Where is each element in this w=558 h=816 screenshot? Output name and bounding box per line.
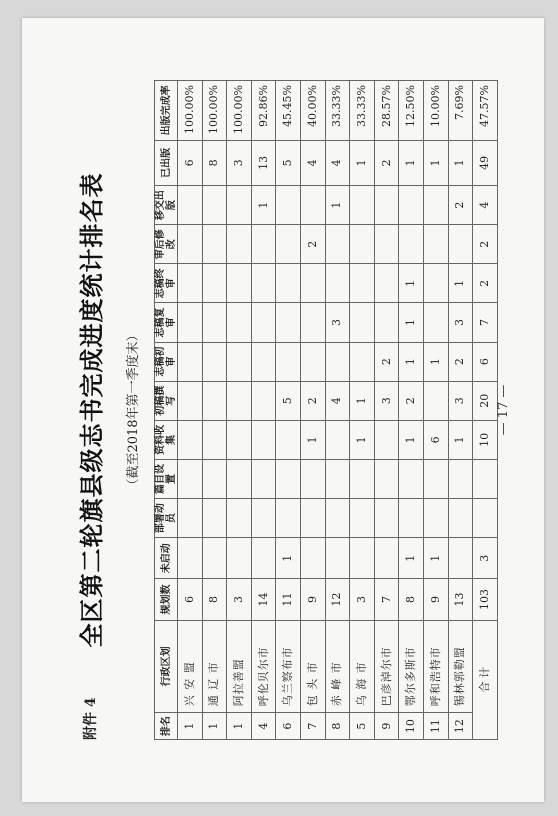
value-cell <box>374 303 399 342</box>
value-cell <box>178 264 203 303</box>
value-cell <box>448 459 473 498</box>
total-value-cell: 2 <box>473 264 498 303</box>
value-cell: 4 <box>301 140 326 185</box>
column-header: 规划数 <box>155 579 178 620</box>
region-name-cell: 阿拉善盟 <box>227 620 252 713</box>
region-name-cell: 锡林郭勒盟 <box>448 620 473 713</box>
region-name-cell: 乌兰察布市 <box>276 620 301 713</box>
value-cell <box>276 186 301 225</box>
value-cell: 14 <box>251 579 276 620</box>
value-cell: 5 <box>276 381 301 420</box>
value-cell: 92.86% <box>251 81 276 141</box>
value-cell <box>251 225 276 264</box>
value-cell <box>178 186 203 225</box>
total-value-cell: 47.57% <box>473 81 498 141</box>
region-name-cell: 鄂尔多斯市 <box>399 620 424 713</box>
value-cell: 2 <box>448 342 473 381</box>
column-header: 出版完成率 <box>155 81 178 141</box>
value-cell <box>202 499 227 538</box>
total-value-cell: 4 <box>473 186 498 225</box>
value-cell: 1 <box>399 538 424 579</box>
value-cell <box>350 459 375 498</box>
total-value-cell: 49 <box>473 140 498 185</box>
value-cell <box>374 186 399 225</box>
value-cell <box>178 342 203 381</box>
value-cell: 1 <box>424 538 449 579</box>
value-cell <box>374 459 399 498</box>
value-cell <box>276 225 301 264</box>
total-value-cell <box>473 459 498 498</box>
rank-cell: 1 <box>178 713 203 740</box>
value-cell: 2 <box>374 140 399 185</box>
value-cell: 1 <box>325 186 350 225</box>
value-cell <box>424 499 449 538</box>
value-cell: 1 <box>399 264 424 303</box>
value-cell <box>350 225 375 264</box>
value-cell: 2 <box>301 381 326 420</box>
value-cell <box>202 420 227 459</box>
value-cell: 1 <box>350 381 375 420</box>
total-value-cell: 10 <box>473 420 498 459</box>
value-cell: 9 <box>424 579 449 620</box>
value-cell <box>424 303 449 342</box>
value-cell <box>227 381 252 420</box>
value-cell <box>374 420 399 459</box>
value-cell <box>325 420 350 459</box>
total-value-cell <box>473 499 498 538</box>
column-header: 篇目设置 <box>155 459 178 498</box>
value-cell: 3 <box>350 579 375 620</box>
value-cell <box>202 459 227 498</box>
rank-cell: 1 <box>202 713 227 740</box>
table-row <box>448 81 473 740</box>
value-cell: 11 <box>276 579 301 620</box>
value-cell <box>374 499 399 538</box>
table-row <box>276 81 301 740</box>
value-cell <box>301 538 326 579</box>
value-cell: 13 <box>251 140 276 185</box>
value-cell <box>178 225 203 264</box>
value-cell <box>178 499 203 538</box>
column-header: 资料收集 <box>155 420 178 459</box>
value-cell <box>202 225 227 264</box>
value-cell: 3 <box>374 381 399 420</box>
rank-cell: 9 <box>374 713 399 740</box>
column-header: 志稿终审 <box>155 264 178 303</box>
value-cell: 45.45% <box>276 81 301 141</box>
value-cell <box>301 264 326 303</box>
value-cell: 9 <box>301 579 326 620</box>
value-cell: 8 <box>202 140 227 185</box>
value-cell <box>350 186 375 225</box>
value-cell: 28.57% <box>374 81 399 141</box>
value-cell: 5 <box>276 140 301 185</box>
value-cell: 100.00% <box>227 81 252 141</box>
value-cell: 1 <box>399 140 424 185</box>
total-value-cell: 6 <box>473 342 498 381</box>
region-name-cell: 呼和浩特市 <box>424 620 449 713</box>
rank-cell: 6 <box>276 713 301 740</box>
value-cell <box>399 186 424 225</box>
value-cell: 1 <box>448 140 473 185</box>
value-cell <box>178 381 203 420</box>
document-title: 全区第二轮旗县级志书完成进度统计排名表 <box>77 172 106 648</box>
value-cell <box>350 342 375 381</box>
value-cell <box>251 538 276 579</box>
value-cell <box>178 303 203 342</box>
value-cell <box>202 381 227 420</box>
value-cell <box>301 499 326 538</box>
value-cell: 33.33% <box>325 81 350 141</box>
table-row <box>227 81 252 740</box>
total-value-cell: 20 <box>473 381 498 420</box>
value-cell: 100.00% <box>202 81 227 141</box>
value-cell: 2 <box>301 225 326 264</box>
value-cell <box>276 303 301 342</box>
column-header: 未启动 <box>155 538 178 579</box>
value-cell: 10.00% <box>424 81 449 141</box>
total-value-cell: 7 <box>473 303 498 342</box>
region-name-cell: 呼伦贝尔市 <box>251 620 276 713</box>
column-header: 志稿初审 <box>155 342 178 381</box>
value-cell <box>424 459 449 498</box>
value-cell <box>178 459 203 498</box>
value-cell: 12.50% <box>399 81 424 141</box>
value-cell: 4 <box>325 381 350 420</box>
value-cell <box>350 538 375 579</box>
value-cell <box>350 264 375 303</box>
column-header: 部署动员 <box>155 499 178 538</box>
annex-label: 附件 4 <box>83 697 99 740</box>
value-cell: 12 <box>325 579 350 620</box>
value-cell <box>350 499 375 538</box>
value-cell <box>325 499 350 538</box>
value-cell <box>227 303 252 342</box>
value-cell <box>227 264 252 303</box>
value-cell: 1 <box>276 538 301 579</box>
table-row <box>350 81 375 740</box>
value-cell <box>424 381 449 420</box>
total-value-cell: 103 <box>473 579 498 620</box>
value-cell: 1 <box>448 420 473 459</box>
rotated-content <box>22 18 544 802</box>
value-cell <box>227 186 252 225</box>
value-cell <box>276 264 301 303</box>
value-cell <box>227 538 252 579</box>
region-name-cell: 兴 安 盟 <box>178 620 203 713</box>
value-cell <box>251 499 276 538</box>
value-cell <box>325 342 350 381</box>
value-cell: 4 <box>325 140 350 185</box>
value-cell: 1 <box>301 420 326 459</box>
value-cell: 8 <box>399 579 424 620</box>
value-cell: 1 <box>399 303 424 342</box>
document-page <box>22 18 544 802</box>
table-row <box>325 81 350 740</box>
value-cell <box>448 225 473 264</box>
value-cell: 3 <box>227 140 252 185</box>
value-cell <box>325 538 350 579</box>
column-header: 已出版 <box>155 140 178 185</box>
value-cell: 2 <box>399 381 424 420</box>
column-header: 移交出版 <box>155 186 178 225</box>
value-cell <box>227 499 252 538</box>
value-cell <box>251 303 276 342</box>
value-cell: 7 <box>374 579 399 620</box>
rank-cell: 1 <box>227 713 252 740</box>
table-body <box>178 81 498 740</box>
rank-cell: 10 <box>399 713 424 740</box>
value-cell <box>178 538 203 579</box>
document-subtitle: （截至2018年第一季度末） <box>126 328 141 492</box>
value-cell <box>374 225 399 264</box>
value-cell: 1 <box>424 140 449 185</box>
value-cell <box>276 342 301 381</box>
value-cell: 1 <box>251 186 276 225</box>
value-cell <box>374 538 399 579</box>
value-cell: 100.00% <box>178 81 203 141</box>
value-cell: 6 <box>178 579 203 620</box>
value-cell <box>202 342 227 381</box>
value-cell <box>227 459 252 498</box>
value-cell <box>424 225 449 264</box>
rank-cell: 8 <box>325 713 350 740</box>
value-cell: 1 <box>399 420 424 459</box>
value-cell <box>448 538 473 579</box>
value-cell <box>276 499 301 538</box>
value-cell <box>178 420 203 459</box>
total-value-cell: 2 <box>473 225 498 264</box>
value-cell <box>202 264 227 303</box>
value-cell <box>251 264 276 303</box>
value-cell <box>424 186 449 225</box>
rank-cell: 7 <box>301 713 326 740</box>
value-cell <box>276 459 301 498</box>
column-header: 审后修改 <box>155 225 178 264</box>
value-cell <box>202 186 227 225</box>
value-cell <box>399 225 424 264</box>
value-cell: 40.00% <box>301 81 326 141</box>
rank-cell: 5 <box>350 713 375 740</box>
value-cell <box>227 420 252 459</box>
value-cell <box>301 342 326 381</box>
rank-cell: 4 <box>251 713 276 740</box>
table-row <box>202 81 227 740</box>
table-row <box>301 81 326 740</box>
column-header: 排名 <box>155 713 178 740</box>
value-cell: 1 <box>399 342 424 381</box>
value-cell <box>251 342 276 381</box>
value-cell <box>325 225 350 264</box>
value-cell <box>325 264 350 303</box>
table-row <box>424 81 449 740</box>
value-cell: 6 <box>424 420 449 459</box>
value-cell <box>251 381 276 420</box>
rank-cell: 12 <box>448 713 473 740</box>
value-cell <box>202 303 227 342</box>
value-cell: 1 <box>350 420 375 459</box>
total-value-cell: 3 <box>473 538 498 579</box>
column-header: 初稿撰写 <box>155 381 178 420</box>
value-cell <box>301 303 326 342</box>
region-name-cell: 巴彦淖尔市 <box>374 620 399 713</box>
region-name-cell: 乌 海 市 <box>350 620 375 713</box>
value-cell <box>399 459 424 498</box>
value-cell <box>251 459 276 498</box>
table-row <box>399 81 424 740</box>
value-cell: 3 <box>448 303 473 342</box>
value-cell <box>424 264 449 303</box>
value-cell: 1 <box>424 342 449 381</box>
value-cell <box>202 538 227 579</box>
value-cell: 1 <box>350 140 375 185</box>
total-row <box>473 81 498 740</box>
column-header: 志稿复审 <box>155 303 178 342</box>
ranking-table <box>154 80 498 740</box>
region-name-cell: 包 头 市 <box>301 620 326 713</box>
region-name-cell: 赤 峰 市 <box>325 620 350 713</box>
region-name-cell: 通 辽 市 <box>202 620 227 713</box>
value-cell: 3 <box>448 381 473 420</box>
page-number: — 17 — <box>496 384 511 436</box>
value-cell: 8 <box>202 579 227 620</box>
total-label: 合 计 <box>473 620 498 739</box>
value-cell: 13 <box>448 579 473 620</box>
value-cell <box>399 499 424 538</box>
value-cell <box>227 225 252 264</box>
value-cell: 33.33% <box>350 81 375 141</box>
value-cell <box>325 459 350 498</box>
value-cell: 1 <box>448 264 473 303</box>
value-cell <box>374 264 399 303</box>
table-row <box>251 81 276 740</box>
value-cell: 7.69% <box>448 81 473 141</box>
value-cell: 2 <box>374 342 399 381</box>
value-cell: 3 <box>227 579 252 620</box>
rank-cell: 11 <box>424 713 449 740</box>
value-cell <box>301 186 326 225</box>
value-cell <box>350 303 375 342</box>
value-cell <box>227 342 252 381</box>
value-cell <box>448 499 473 538</box>
column-header: 行政区划 <box>155 620 178 713</box>
value-cell: 2 <box>448 186 473 225</box>
value-cell <box>276 420 301 459</box>
value-cell <box>251 420 276 459</box>
table-row <box>178 81 203 740</box>
value-cell: 6 <box>178 140 203 185</box>
value-cell <box>301 459 326 498</box>
value-cell: 3 <box>325 303 350 342</box>
table-header-row <box>155 81 178 740</box>
table-row <box>374 81 399 740</box>
